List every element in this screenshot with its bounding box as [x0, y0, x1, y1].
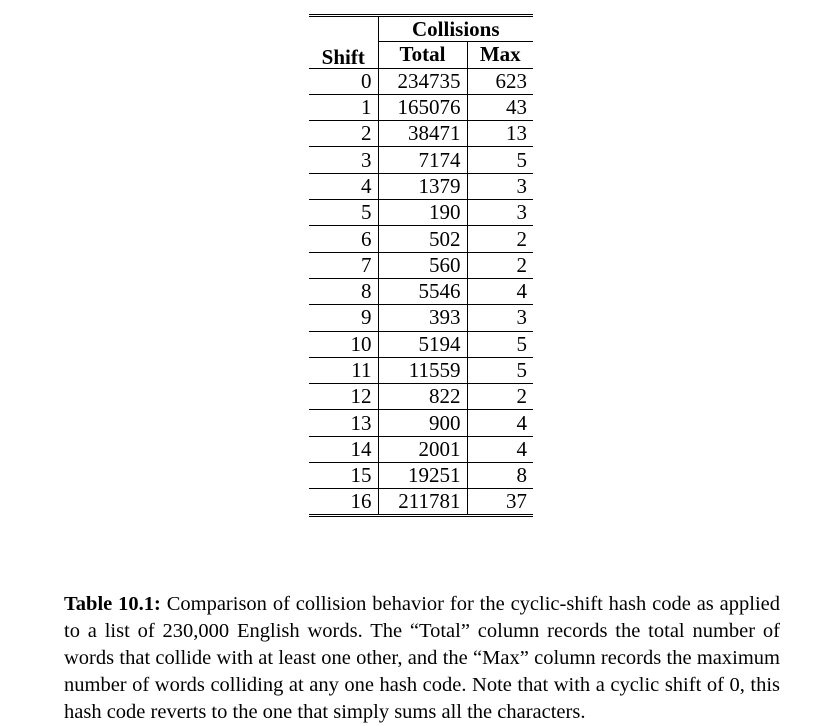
collision-table [309, 14, 533, 517]
caption-label: Table 10.1: [64, 592, 161, 615]
max-cell: 3 [467, 305, 533, 331]
max-cell: 4 [467, 278, 533, 304]
table-row [309, 94, 533, 120]
total-cell: 1379 [378, 173, 467, 199]
shift-cell: 9 [309, 305, 378, 331]
table-body [309, 68, 533, 515]
total-cell: 5546 [378, 278, 467, 304]
shift-cell: 12 [309, 384, 378, 410]
shift-cell: 6 [309, 226, 378, 252]
total-cell: 38471 [378, 121, 467, 147]
table-row [309, 410, 533, 436]
collisions-header: Collisions [378, 16, 533, 42]
total-cell: 5194 [378, 331, 467, 357]
shift-cell: 14 [309, 436, 378, 462]
table-row [309, 331, 533, 357]
total-cell: 7174 [378, 147, 467, 173]
table-row [309, 489, 533, 515]
total-cell: 211781 [378, 489, 467, 515]
table-header-row-top [309, 16, 533, 42]
table-row [309, 463, 533, 489]
caption-text: Comparison of collision behavior for the cyclic-shift hash code as applied to a list of 230,000 English words. The “Total” column records the total number of words that collide with at least one other, and the “Max” column records the maximum number of words colliding at any one hash code. Note that with a cyclic shift of 0, this hash code reverts to the one that simply sums all the characters. [64, 592, 780, 723]
table-row [309, 278, 533, 304]
total-cell: 2001 [378, 436, 467, 462]
shift-cell: 2 [309, 121, 378, 147]
shift-cell: 0 [309, 68, 378, 94]
table-row [309, 121, 533, 147]
max-cell: 623 [467, 68, 533, 94]
total-cell: 165076 [378, 94, 467, 120]
table-row [309, 173, 533, 199]
shift-cell: 10 [309, 331, 378, 357]
max-cell: 3 [467, 173, 533, 199]
table-row [309, 384, 533, 410]
max-cell: 5 [467, 331, 533, 357]
max-cell: 43 [467, 94, 533, 120]
shift-cell: 4 [309, 173, 378, 199]
table-row [309, 200, 533, 226]
max-cell: 4 [467, 436, 533, 462]
total-cell: 560 [378, 252, 467, 278]
table-row [309, 436, 533, 462]
total-header: Total [378, 42, 467, 68]
shift-cell: 11 [309, 357, 378, 383]
total-cell: 393 [378, 305, 467, 331]
total-cell: 190 [378, 200, 467, 226]
total-cell: 234735 [378, 68, 467, 94]
table-row [309, 147, 533, 173]
table-row [309, 357, 533, 383]
max-cell: 2 [467, 226, 533, 252]
max-cell: 3 [467, 200, 533, 226]
collision-table-container [309, 14, 533, 517]
max-cell: 2 [467, 252, 533, 278]
table-row [309, 252, 533, 278]
max-header: Max [467, 42, 533, 68]
total-cell: 11559 [378, 357, 467, 383]
max-cell: 5 [467, 147, 533, 173]
total-cell: 19251 [378, 463, 467, 489]
shift-cell: 16 [309, 489, 378, 515]
max-cell: 4 [467, 410, 533, 436]
total-cell: 502 [378, 226, 467, 252]
max-cell: 2 [467, 384, 533, 410]
shift-cell: 13 [309, 410, 378, 436]
table-row [309, 305, 533, 331]
max-cell: 37 [467, 489, 533, 515]
table-row [309, 68, 533, 94]
table-row [309, 226, 533, 252]
total-cell: 822 [378, 384, 467, 410]
shift-cell: 5 [309, 200, 378, 226]
table-caption [64, 591, 780, 726]
shift-cell: 8 [309, 278, 378, 304]
shift-header: Shift [321, 44, 365, 69]
shift-cell: 15 [309, 463, 378, 489]
shift-cell: 7 [309, 252, 378, 278]
max-cell: 13 [467, 121, 533, 147]
total-cell: 900 [378, 410, 467, 436]
shift-cell: 3 [309, 147, 378, 173]
max-cell: 8 [467, 463, 533, 489]
max-cell: 5 [467, 357, 533, 383]
shift-cell: 1 [309, 94, 378, 120]
